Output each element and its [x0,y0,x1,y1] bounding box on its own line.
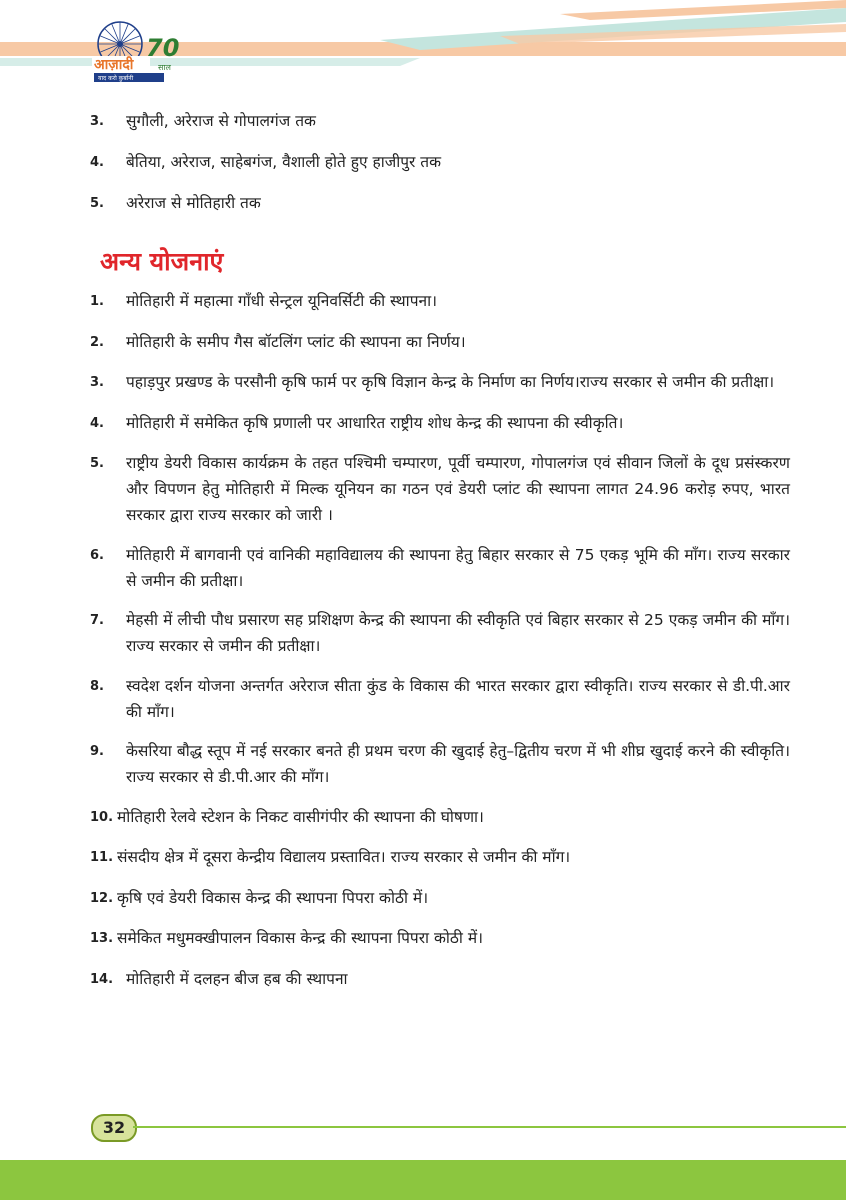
item-text: मेहसी में लीची पौध प्रसारण सह प्रशिक्षण केन्द्र की स्थापना की स्वीकृति एवं बिहार सरकार से 25 एकड़ जमीन की माँग। राज्य सरकार से जमीन की प्रतीक्षा। [126,611,790,655]
item-text: राष्ट्रीय डेयरी विकास कार्यक्रम के तहत पश्चिमी चम्पारण, पूर्वी चम्पारण, गोपालगंज एवं सीवान जिलों के दूध प्रसंस्करण और विपणन हेतु मोतिहारी में मिल्क यूनियन का गठन एवं डेयरी प्लांट की स्थापना लागत 24.96 करोड़ रुपए, भारत सरकार द्वारा राज्य सरकार को जारी । [126,454,790,524]
list-item [90,329,790,356]
svg-text:याद करो कुर्बानी: याद करो कुर्बानी [98,75,134,82]
item-number: 1. [90,294,104,309]
list-item [90,885,790,912]
svg-text:साल: साल [158,63,171,72]
footer-bar [0,1160,846,1200]
svg-text:70: 70 [146,34,180,62]
page-number: 32 [91,1114,137,1142]
item-text: मोतिहारी में बागवानी एवं वानिकी महाविद्यालय की स्थापना हेतु बिहार सरकार से 75 एकड़ भूमि की माँग। राज्य सरकार से जमीन की प्रतीक्षा। [126,545,790,590]
list-item [90,607,790,659]
item-text: मोतिहारी के समीप गैस बॉटलिंग प्लांट की स्थापना का निर्णय। [126,332,466,351]
list-item [90,673,790,725]
item-text: अरेराज से मोतिहारी तक [126,194,261,212]
list-item [90,410,790,437]
item-text: केसरिया बौद्ध स्तूप में नई सरकार बनते ही प्रथम चरण की खुदाई हेतु–द्वितीय चरण में भी शीघ्र खुदाई करने की स्वीकृति। राज्य सरकार से डी.पी.आर की माँग। [126,742,790,786]
item-number: 5. [90,196,104,211]
item-number: 8. [90,678,104,694]
item-number: 6. [90,547,104,563]
list-item [90,844,790,871]
item-text: बेतिया, अरेराज, साहेबगंज, वैशाली होते हुए हाजीपुर तक [126,153,442,171]
list-item [90,149,790,176]
route-list [90,108,790,231]
item-number: 3. [90,375,104,390]
item-text: सुगौली, अरेराज से गोपालगंज तक [126,112,316,130]
item-text: समेकित मधुमक्खीपालन विकास केन्द्र की स्थापना पिपरा कोठी में। [117,929,483,947]
item-text: मोतिहारी में महात्मा गाँधी सेन्ट्रल यूनिवर्सिटी की स्थापना। [126,292,437,310]
item-text: मोतिहारी में समेकित कृषि प्रणाली पर आधारित राष्ट्रीय शोध केन्द्र की स्थापना की स्वीकृति। [126,413,624,432]
list-item [90,542,790,594]
item-text: संसदीय क्षेत्र में दूसरा केन्द्रीय विद्यालय प्रस्तावित। राज्य सरकार से जमीन की माँग। [117,848,571,866]
item-number: 4. [90,155,104,170]
item-number: 5. [90,456,104,471]
item-number: 9. [90,744,104,759]
item-text: मोतिहारी रेलवे स्टेशन के निकट वासीगंपीर की स्थापना की घोषणा। [117,807,484,826]
item-text: मोतिहारी में दलहन बीज हब की स्थापना [126,969,348,988]
list-item [90,108,790,135]
item-number: 10. [90,809,114,825]
list-item [90,804,790,831]
schemes-list [90,288,790,1006]
item-number: 11. [90,850,114,865]
item-text: कृषि एवं डेयरी विकास केन्द्र की स्थापना पिपरा कोठी में। [117,888,429,907]
item-number: 2. [90,334,104,350]
list-item [90,288,790,315]
item-text: स्वदेश दर्शन योजना अन्तर्गत अरेराज सीता कुंड के विकास की भारत सरकार द्वारा स्वीकृति। राज्य सरकार से डी.पी.आर की माँग। [126,676,790,721]
item-number: 7. [90,613,104,628]
svg-text:आज़ादी: आज़ादी [94,57,134,73]
list-item [90,369,790,396]
section-title: अन्य योजनाएं [100,247,224,276]
list-item [90,925,790,952]
list-item [90,190,790,217]
list-item [90,738,790,790]
item-number: 3. [90,114,104,129]
item-text: पहाड़पुर प्रखण्ड के परसौनी कृषि फार्म पर कृषि विज्ञान केन्द्र के निर्माण का निर्णय।राज्य सरकार से जमीन की प्रतीक्षा। [126,373,775,391]
item-number: 14. [90,971,114,987]
azadi-70-logo [92,12,192,86]
item-number: 13. [90,931,114,946]
item-number: 4. [90,415,104,431]
list-item [90,966,790,993]
list-item [90,450,790,528]
item-number: 12. [90,890,114,906]
footer-divider [133,1126,846,1128]
